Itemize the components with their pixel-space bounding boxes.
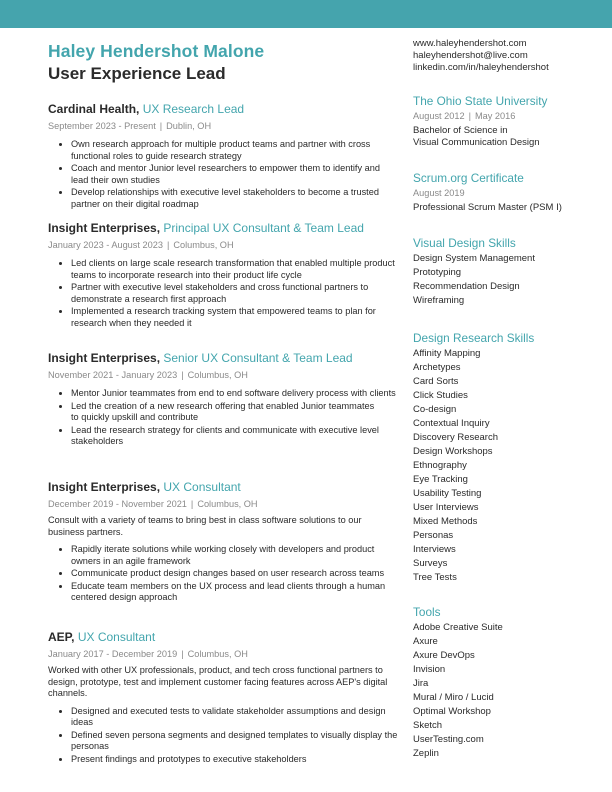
research-skill-item: Eye Tracking — [413, 474, 468, 485]
job-location: Columbus, OH — [187, 649, 248, 659]
job-entry — [48, 221, 398, 330]
candidate-role: User Experience Lead — [48, 64, 226, 83]
visual-skills-section — [413, 236, 603, 308]
job-location: Columbus, OH — [197, 499, 258, 509]
job-position: Senior UX Consultant & Team Lead — [163, 351, 353, 365]
visual-skill-item: Design System Management — [413, 253, 535, 264]
company-name: AEP, — [48, 630, 75, 644]
email-link[interactable]: haleyhendershot@live.com — [413, 49, 528, 61]
job-bullet: • Own research approach for multiple product teams and partner with cross functional roles to guide research strategy — [71, 139, 398, 162]
tool-item: UserTesting.com — [413, 734, 484, 745]
tool-item: Optimal Workshop — [413, 706, 491, 717]
education-section — [413, 94, 603, 149]
research-skills-list — [413, 347, 603, 585]
research-skills-section — [413, 331, 603, 585]
job-summary: Worked with other UX professionals, product, and tech cross functional partners to design, prototype, test and implement customer facing features across AEP's digital channels. — [48, 665, 388, 698]
research-skill-item: Usability Testing — [413, 488, 482, 499]
job-entry — [48, 102, 398, 211]
visual-skill-item: Wireframing — [413, 295, 465, 306]
tools-section — [413, 605, 603, 761]
tool-item: Axure DevOps — [413, 650, 475, 661]
research-skill-item: Contextual Inquiry — [413, 418, 490, 429]
research-skill-item: Affinity Mapping — [413, 348, 481, 359]
certificate-date: August 2019 — [413, 188, 465, 198]
research-skill-item: Click Studies — [413, 390, 468, 401]
job-entry — [48, 480, 398, 605]
job-meta — [48, 120, 398, 133]
job-bullet: • Coach and mentor Junior level researchers to empower them to identify and lead their own studies — [71, 163, 398, 186]
job-meta — [48, 239, 398, 252]
job-bullets — [48, 139, 398, 210]
visual-skills-list — [413, 252, 603, 308]
meta-separator: | — [190, 499, 194, 509]
school-name: The Ohio State University — [413, 94, 548, 108]
meta-separator: | — [159, 121, 163, 131]
job-bullet: • Educate team members on the UX process and lead clients through a human centered design approach — [71, 581, 398, 604]
job-title — [48, 630, 398, 645]
research-skill-item: Archetypes — [413, 362, 461, 373]
certificate-name: Professional Scrum Master (PSM I) — [413, 202, 562, 213]
job-location: Columbus, OH — [173, 240, 234, 250]
visual-skill-item: Prototyping — [413, 267, 462, 278]
certificate-title: Scrum.org Certificate — [413, 171, 524, 185]
company-name: Insight Enterprises, — [48, 480, 161, 494]
job-location: Columbus, OH — [187, 370, 248, 380]
job-bullets — [48, 388, 398, 448]
meta-separator: | — [181, 370, 184, 380]
education-dates — [413, 110, 603, 122]
job-dates: September 2023 - Present — [48, 121, 156, 131]
job-bullet: • Defined seven persona segments and designed templates to visually display the personas — [71, 730, 398, 753]
job-entry — [48, 351, 398, 449]
header-accent-bar — [0, 0, 612, 28]
certificate-section — [413, 171, 603, 214]
company-name: Cardinal Health, — [48, 102, 140, 116]
research-skill-item: Ethnography — [413, 460, 467, 471]
job-dates: January 2023 - August 2023 — [48, 240, 163, 250]
job-bullets — [48, 706, 398, 766]
job-bullet: • Led the creation of a new research offering that enabled Junior teammates to quickly upskill and contribute — [71, 401, 398, 424]
meta-separator: | — [181, 649, 184, 659]
side-column — [413, 38, 603, 759]
tool-item: Jira — [413, 678, 429, 689]
job-position: UX Consultant — [163, 480, 241, 494]
main-column — [48, 40, 398, 764]
meta-separator: | — [166, 240, 170, 250]
website-link[interactable]: www.haleyhendershot.com — [413, 38, 527, 49]
visual-skill-item: Recommendation Design — [413, 281, 520, 292]
job-bullet: • Implemented a research tracking system that empowered teams to plan for research when they needed it — [71, 306, 398, 329]
tool-item: Sketch — [413, 720, 443, 731]
job-meta — [48, 648, 398, 661]
job-bullet: • Present findings and prototypes to executive stakeholders — [71, 754, 398, 766]
research-skill-item: Personas — [413, 530, 454, 541]
visual-skills-title: Visual Design Skills — [413, 236, 516, 250]
research-skill-item: Surveys — [413, 558, 448, 569]
tools-title: Tools — [413, 605, 441, 619]
research-skill-item: Mixed Methods — [413, 516, 478, 527]
job-bullet: • Partner with executive level stakeholders and cross functional partners to demonstrate a research first approach — [71, 282, 398, 305]
job-summary: Consult with a variety of teams to bring best in class software solutions to our business partners. — [48, 515, 362, 537]
job-dates: November 2021 - January 2023 — [48, 370, 178, 380]
job-bullet: • Develop relationships with executive level stakeholders to become a trusted partner on their digital roadmap — [71, 187, 398, 210]
job-bullet: • Designed and executed tests to validate stakeholder assumptions and design ideas — [71, 706, 398, 729]
research-skill-item: Interviews — [413, 544, 456, 555]
degree — [413, 125, 603, 149]
job-title — [48, 221, 398, 236]
research-skill-item: Co-design — [413, 404, 457, 415]
tool-item: Mural / Miro / Lucid — [413, 692, 494, 703]
research-skill-item: Discovery Research — [413, 432, 498, 443]
job-bullet: • Lead the research strategy for clients and communicate with executive level stakeholders — [71, 425, 398, 448]
tool-item: Invision — [413, 664, 446, 675]
job-bullets — [48, 544, 398, 604]
company-name: Insight Enterprises, — [48, 351, 161, 365]
job-title — [48, 480, 398, 495]
job-bullet: • Rapidly iterate solutions while working closely with developers and product owners in an agile framework — [71, 544, 398, 567]
job-bullets — [48, 258, 398, 329]
job-title — [48, 351, 398, 366]
job-location: Dublin, OH — [166, 121, 212, 131]
research-skill-item: Card Sorts — [413, 376, 459, 387]
tool-item: Adobe Creative Suite — [413, 622, 503, 633]
degree-text: Bachelor of Science in Visual Communication Design — [413, 125, 540, 148]
research-skill-item: User Interviews — [413, 502, 479, 513]
job-position: Principal UX Consultant & Team Lead — [163, 221, 364, 235]
job-bullet: • Communicate product design changes based on user research across teams — [71, 568, 398, 580]
company-name: Insight Enterprises, — [48, 221, 161, 235]
job-bullet: • Mentor Junior teammates from end to end software delivery process with clients — [71, 388, 398, 400]
tools-list — [413, 621, 603, 761]
research-skill-item: Tree Tests — [413, 572, 457, 583]
research-skill-item: Design Workshops — [413, 446, 493, 457]
job-bullet: • Led clients on large scale research transformation that enabled multiple product teams to incorporate research into their product life cycle — [71, 258, 398, 281]
candidate-name: Haley Hendershot Malone — [48, 41, 265, 61]
education-end: May 2016 — [475, 111, 516, 121]
job-title — [48, 102, 398, 117]
job-position: UX Research Lead — [142, 102, 245, 116]
tool-item: Zeplin — [413, 748, 439, 759]
job-meta — [48, 498, 398, 511]
job-position: UX Consultant — [77, 630, 156, 644]
job-dates: December 2019 - November 2021 — [48, 499, 187, 509]
job-meta — [48, 369, 398, 382]
tool-item: Axure — [413, 636, 438, 647]
date-separator: | — [468, 111, 471, 121]
research-skills-title: Design Research Skills — [413, 331, 535, 345]
linkedin-link[interactable]: linkedin.com/in/haleyhendershot — [413, 61, 549, 73]
job-entry — [48, 630, 398, 766]
education-start: August 2012 — [413, 111, 465, 121]
job-dates: January 2017 - December 2019 — [48, 649, 178, 659]
